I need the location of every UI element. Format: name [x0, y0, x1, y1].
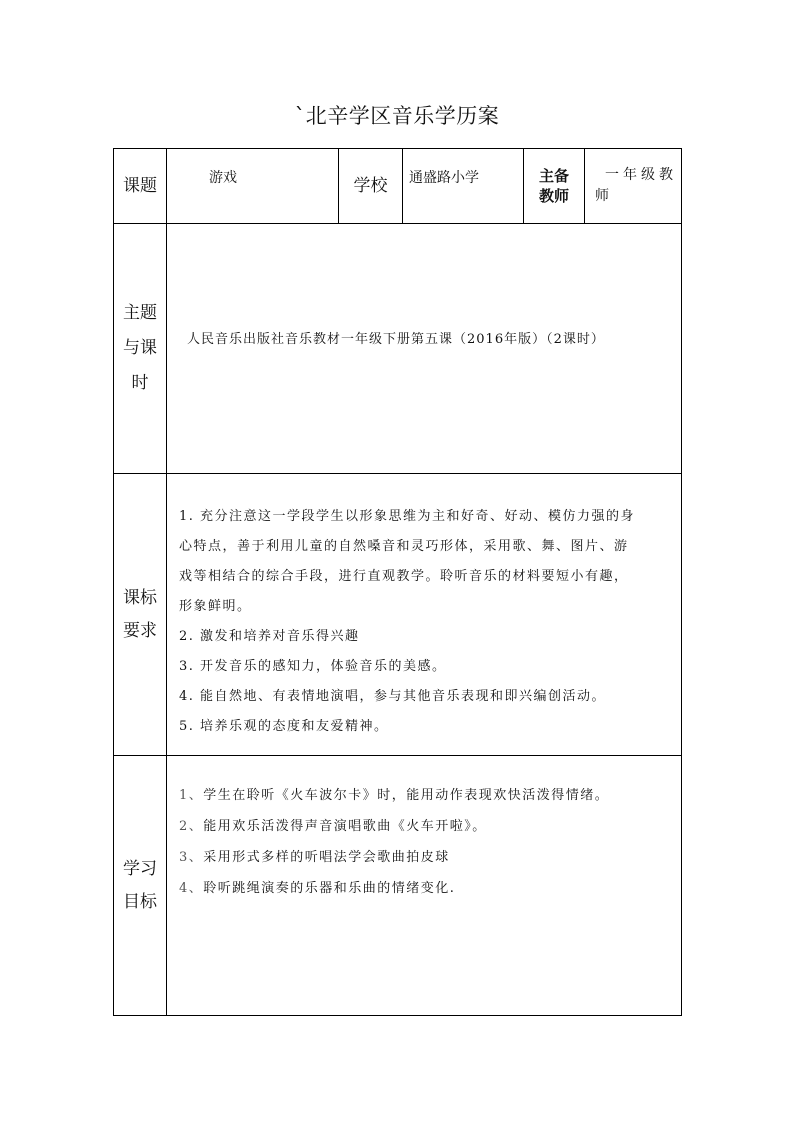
teacher-line1: 一年级教	[605, 167, 677, 183]
topic-value: 游戏	[167, 149, 339, 224]
objective-text: 能用欢乐活泼得声音演唱歌曲《火车开啦》。	[203, 819, 487, 834]
topic-label: 课题	[114, 149, 167, 224]
objective-number: 3、	[179, 850, 204, 865]
objective-item	[179, 842, 671, 873]
standard-label	[114, 474, 167, 756]
objective-item	[179, 811, 671, 842]
objective-number: 2、	[179, 819, 204, 834]
page-title: `北辛学区音乐学历案	[294, 104, 500, 128]
theme-label	[114, 224, 167, 474]
objective-text: 聆听跳绳演奏的乐器和乐曲的情绪变化.	[203, 881, 456, 896]
objective-label-line2: 目标	[123, 891, 157, 912]
school-value: 通盛路小学	[403, 149, 524, 224]
standard-line: 心特点，善于利用儿童的自然嗓音和灵巧形体，采用歌、舞、图片、游	[179, 539, 629, 554]
standard-line: 3. 开发音乐的感知力，体验音乐的美感。	[179, 659, 447, 674]
objective-item	[179, 873, 671, 904]
objective-item	[179, 780, 671, 811]
teacher-line2: 师	[595, 188, 613, 204]
standard-line: 5. 培养乐观的态度和友爱精神。	[179, 719, 389, 734]
objective-number: 4、	[179, 881, 204, 896]
objective-label-line1: 学习	[123, 859, 157, 880]
standard-line: 2. 激发和培养对音乐得兴趣	[179, 629, 360, 644]
main-prep-label-line2: 教师	[538, 187, 569, 205]
standard-line: 戏等相结合的综合手段，进行直观教学。聆听音乐的材料要短小有趣，	[179, 569, 629, 584]
objective-content	[167, 756, 682, 1016]
header-row	[114, 149, 682, 224]
standard-label-line2: 要求	[123, 620, 157, 641]
objective-number: 1、	[179, 788, 204, 803]
lesson-plan-table	[113, 148, 682, 1016]
standard-content	[167, 474, 682, 756]
main-prep-label	[524, 149, 585, 224]
school-label: 学校	[339, 149, 403, 224]
theme-content: 人民音乐出版社音乐教材一年级下册第五课（2016年版）（2课时）	[167, 224, 682, 474]
theme-row	[114, 224, 682, 474]
theme-label-line2: 与课	[123, 338, 157, 359]
main-prep-teacher	[585, 149, 682, 224]
standard-line: 形象鲜明。	[179, 599, 252, 614]
objective-label	[114, 756, 167, 1016]
standard-line: 4. 能自然地、有表情地演唱，参与其他音乐表现和即兴编创活动。	[179, 689, 607, 704]
theme-label-line3: 时	[131, 372, 149, 393]
objective-text: 采用形式多样的听唱法学会歌曲拍皮球	[203, 850, 450, 865]
theme-label-line1: 主题	[123, 303, 157, 324]
standard-row	[114, 474, 682, 756]
objective-text: 学生在聆听《火车波尔卡》时，能用动作表现欢快活泼得情绪。	[203, 788, 610, 803]
standard-label-line1: 课标	[123, 588, 157, 609]
standard-line: 1. 充分注意这一学段学生以形象思维为主和好奇、好动、模仿力强的身	[179, 509, 636, 524]
main-prep-label-line1: 主备	[538, 166, 569, 185]
objective-row	[114, 756, 682, 1016]
